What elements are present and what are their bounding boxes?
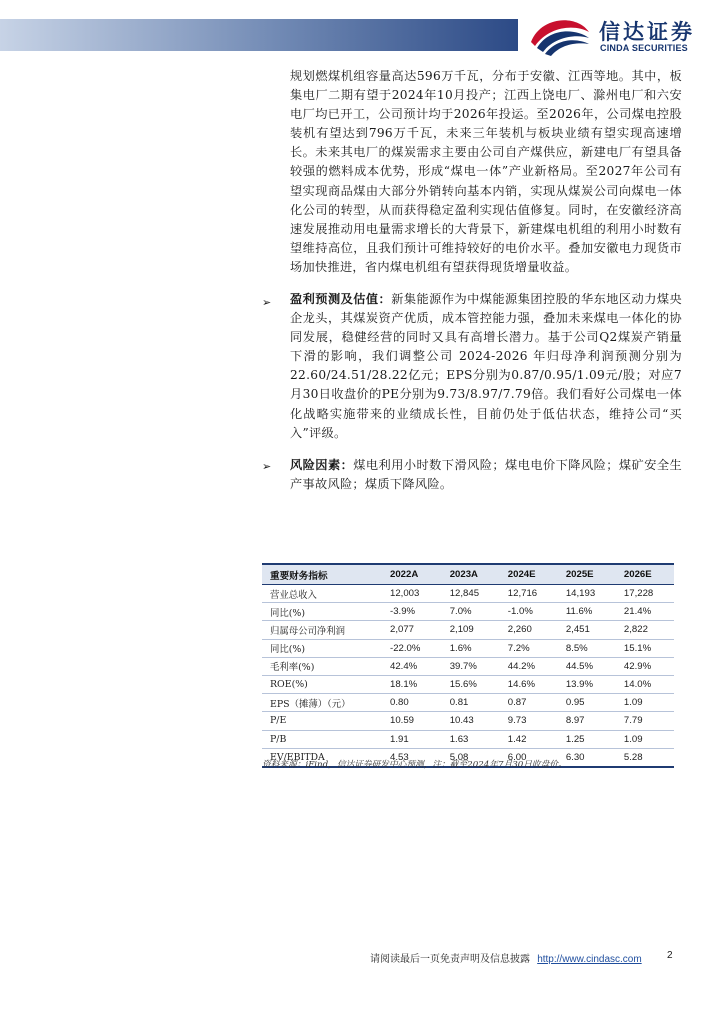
value-cell: 12,716 (500, 585, 558, 603)
value-cell: 14,193 (558, 585, 616, 603)
value-cell: -3.9% (382, 603, 442, 621)
row-label-cell: 同比(%) (262, 603, 382, 621)
value-cell: 18.1% (382, 675, 442, 693)
value-cell: 4.53 (382, 748, 442, 767)
value-cell: 2,077 (382, 621, 442, 639)
company-logo (527, 12, 717, 58)
header-banner (0, 19, 518, 51)
value-cell: 17,228 (616, 585, 674, 603)
value-cell: 10.59 (382, 712, 442, 730)
table-header-cell: 2026E (616, 564, 674, 585)
table-row (262, 712, 674, 730)
row-label-cell: 营业总收入 (262, 585, 382, 603)
value-cell: 12,003 (382, 585, 442, 603)
cinda-logo-icon (527, 12, 593, 58)
value-cell: 6.00 (500, 748, 558, 767)
table-row (262, 730, 674, 748)
value-cell: 5.08 (442, 748, 500, 767)
row-label-cell: 归属母公司净利润 (262, 621, 382, 639)
value-cell: 10.43 (442, 712, 500, 730)
value-cell: 2,109 (442, 621, 500, 639)
value-cell: 15.6% (442, 675, 500, 693)
row-label-cell: P/B (262, 730, 382, 748)
value-cell: 1.6% (442, 639, 500, 657)
risk-heading: 风险因素： (290, 458, 354, 472)
table-header-cell: 2022A (382, 564, 442, 585)
value-cell: 0.81 (442, 694, 500, 712)
value-cell: 5.28 (616, 748, 674, 767)
value-cell: 15.1% (616, 639, 674, 657)
forecast-paragraph (290, 290, 682, 443)
value-cell: 8.5% (558, 639, 616, 657)
value-cell: 2,451 (558, 621, 616, 639)
value-cell: 1.42 (500, 730, 558, 748)
table-row (262, 675, 674, 693)
value-cell: 9.73 (500, 712, 558, 730)
page-number: 2 (667, 950, 673, 961)
value-cell: 1.09 (616, 694, 674, 712)
value-cell: 13.9% (558, 675, 616, 693)
value-cell: 14.6% (500, 675, 558, 693)
value-cell: 14.0% (616, 675, 674, 693)
intro-paragraph: 规划燃煤机组容量高达596万千瓦，分布于安徽、江西等地。其中，板集电厂二期有望于2024年10月投产；江西上饶电厂、滁州电厂和六安电厂均已开工，公司预计均于2026年投运。至2026年，公司煤电控股装机有望达到796万千瓦，未来三年装机与板块业绩有望实现高速增长。未来其电厂的煤炭需求主要由公司自产煤供应，新建电厂有望具备较强的燃料成本优势，形成“煤电一体”产业新格局。至2027年公司有望实现商品煤由大部分外销转向基本内销，实现从煤炭公司向煤电一体化公司的转型，从而获得稳定盈利实现估值修复。同时，在安徽经济高速发展推动用电量需求增长的大背景下，新建煤电机组的利用小时数有望维持高位，且我们预计可维持较好的电价水平。叠加安徽电力现货市场加快推进，省内煤电机组有望获得现货增量收益。 (290, 69, 682, 274)
value-cell: 1.09 (616, 730, 674, 748)
row-label-cell: 毛利率(%) (262, 657, 382, 675)
risk-paragraph (290, 456, 682, 494)
value-cell: 0.87 (500, 694, 558, 712)
table-row (262, 603, 674, 621)
value-cell: 7.2% (500, 639, 558, 657)
value-cell: 0.80 (382, 694, 442, 712)
value-cell: -1.0% (500, 603, 558, 621)
value-cell: 6.30 (558, 748, 616, 767)
bullet-arrow-icon: ➢ (262, 460, 272, 473)
forecast-text: 新集能源作为中煤能源集团控股的华东地区动力煤央企龙头，其煤炭资产优质，成本管控能力强，叠加未来煤电一体化的协同发展，稳健经营的同时又具有高增长潜力。基于公司Q2煤炭产销量下滑的影响，我们调整公司 2024-2026 年归母净利润预测分别为22.60/24.51/28.22亿元；EPS分别为0.87/0.95/1.09元/股；对应7月30日收盘价的PE分别为9.73/8.97/7.79倍。我们看好公司煤电一体化战略实施带来的业绩成长性，目前仍处于低估状态，维持公司“买入”评级。 (290, 292, 682, 440)
row-label-cell: EPS（摊薄）（元） (262, 694, 382, 712)
website-link[interactable]: http://www.cindasc.com (537, 954, 642, 965)
table-row (262, 657, 674, 675)
forecast-heading: 盈利预测及估值： (290, 292, 392, 306)
table-row (262, 639, 674, 657)
bullet-arrow-icon: ➢ (262, 296, 272, 309)
value-cell: 0.95 (558, 694, 616, 712)
row-label-cell: P/E (262, 712, 382, 730)
row-label-cell: ROE(%) (262, 675, 382, 693)
value-cell: 42.4% (382, 657, 442, 675)
table-row (262, 694, 674, 712)
row-label-cell: 同比(%) (262, 639, 382, 657)
value-cell: 21.4% (616, 603, 674, 621)
value-cell: 12,845 (442, 585, 500, 603)
value-cell: 1.25 (558, 730, 616, 748)
value-cell: 39.7% (442, 657, 500, 675)
table-row (262, 585, 674, 603)
value-cell: 42.9% (616, 657, 674, 675)
value-cell: 44.2% (500, 657, 558, 675)
disclaimer-text: 请阅读最后一页免责声明及信息披露 (370, 954, 530, 965)
value-cell: 2,822 (616, 621, 674, 639)
table-header-cell: 重要财务指标 (262, 564, 382, 585)
table-header-cell: 2023A (442, 564, 500, 585)
value-cell: 2,260 (500, 621, 558, 639)
table-header-cell: 2025E (558, 564, 616, 585)
risk-text: 煤电利用小时数下滑风险；煤电电价下降风险；煤矿安全生产事故风险；煤质下降风险。 (290, 458, 682, 492)
value-cell: 7.0% (442, 603, 500, 621)
source-note: 资料来源：iFind，信达证券研发中心预测，注：截至2024年7月30日收盘价。 (262, 760, 567, 770)
value-cell: 8.97 (558, 712, 616, 730)
value-cell: 1.91 (382, 730, 442, 748)
footer-disclaimer (370, 950, 642, 965)
table-header-row (262, 564, 674, 585)
value-cell: 1.63 (442, 730, 500, 748)
value-cell: -22.0% (382, 639, 442, 657)
table-header-cell: 2024E (500, 564, 558, 585)
value-cell: 44.5% (558, 657, 616, 675)
logo-english-name: CINDA SECURITIES (600, 43, 688, 53)
value-cell: 11.6% (558, 603, 616, 621)
logo-chinese-name: 信达证券 (599, 20, 695, 44)
financial-metrics-table (262, 563, 674, 768)
table-row (262, 621, 674, 639)
value-cell: 7.79 (616, 712, 674, 730)
row-label-cell: EV/EBITDA (262, 748, 382, 767)
